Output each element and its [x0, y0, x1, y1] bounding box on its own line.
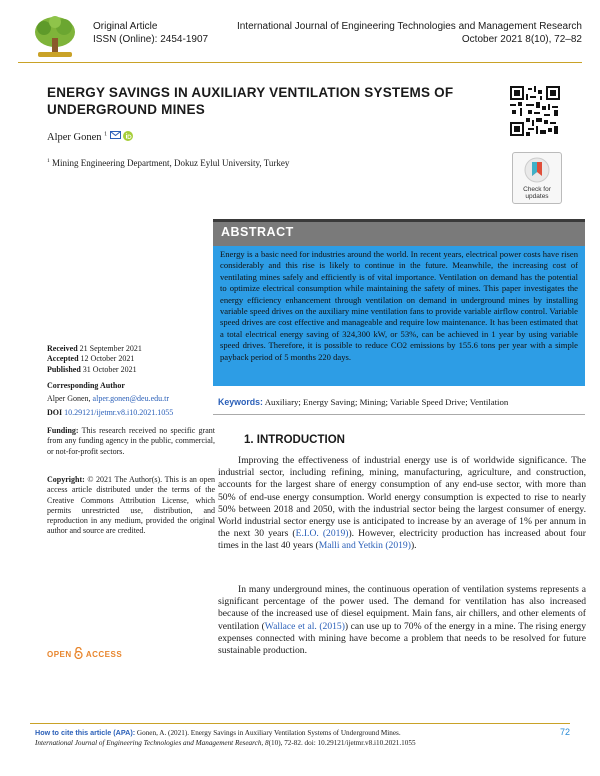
received-label: Received: [47, 344, 78, 353]
journal-name: International Journal of Engineering Technologies and Management Research: [236, 21, 582, 32]
crossmark-label: [513, 186, 561, 200]
crossmark-line1: Check for: [523, 186, 551, 193]
funding-block: [47, 426, 215, 457]
received-line: [47, 344, 215, 354]
cite-text: Gonen, A. (2021). Energy Savings in Auxiliary Ventilation Systems of Underground Mines.: [136, 729, 401, 737]
affiliation-superscript: 1: [47, 158, 50, 164]
affiliation-text: Mining Engineering Department, Dokuz Eylul University, Turkey: [52, 158, 290, 168]
author-superscript: 1: [104, 131, 108, 138]
copyright-label: Copyright:: [47, 475, 85, 484]
intro-p2-text-a: In many underground mines, the continuous operation of ventilation systems represents a significant percentage of the power used. The demand for ventilation has also increased because of the increased use of diesel equipment. Main fans, air chillers, and other elements of ventilation (: [218, 584, 586, 632]
crossmark-line2: updates: [525, 193, 549, 200]
corresponding-email-link[interactable]: alper.gonen@deu.edu.tr: [92, 394, 169, 404]
published-label: Published: [47, 364, 81, 374]
intro-heading: 1. INTRODUCTION: [244, 434, 345, 446]
open-access-access: ACCESS: [85, 650, 123, 659]
citation-malli-yetkin-2019[interactable]: Malli and Yetkin (2019): [318, 540, 411, 552]
header-right: [237, 20, 582, 46]
dates-block: [47, 344, 215, 375]
cite-volume: 8: [265, 738, 269, 747]
header-left: [93, 20, 208, 46]
article-title: ENERGY SAVINGS IN AUXILIARY VENTILATION SYSTEMS OF UNDERGROUND MINES: [47, 85, 454, 117]
keywords-label: Keywords:: [218, 397, 263, 407]
keywords-text: Auxiliary; Energy Saving; Mining; Variable Speed Drive; Ventilation: [264, 397, 509, 407]
intro-p1-text-a: Improving the effectiveness of industrial energy use is of worldwide significance. The industrial sector, including refining, mining, manufacturing, agriculture, and construction, accounts for the largest share of energy consumption of any end-use sector, with more than 50% of end-use energy consumption. World energy consumption is expected to rise to nearly 50% between 2018 and 2050, with the industrial sector being the largest consumer of energy. World industrial sector energy use is anticipated to increase by an average of 1% per annum in the next 30 years (: [218, 455, 586, 540]
intro-p2-text-b: ) can use up to 70% of the energy in a mine. The rising energy expenses connected with mining have become a problem that needs to be resolved for future sustainable production.: [218, 620, 587, 657]
open-access-open: OPEN: [47, 650, 72, 659]
copyright-text: © 2021 The Author(s). This is an open access article distributed under the terms of the Creative Commons Attribution License, which permits unrestricted use, distribution, and reproduction in any medium, provided the original author and source are credited.: [47, 475, 215, 536]
email-icon[interactable]: [110, 131, 121, 139]
citation-footer: [35, 728, 535, 748]
open-lock-icon: [74, 647, 83, 659]
received-date: 21 September 2021: [79, 344, 142, 353]
intro-paragraph-2: [218, 584, 586, 657]
corresponding-block: [47, 381, 215, 418]
qr-code-icon: [510, 86, 560, 136]
accepted-line: [47, 354, 215, 364]
doi-label: DOI: [47, 407, 63, 417]
author-name: Alper Gonen: [47, 132, 102, 143]
published-date: 31 October 2021: [82, 364, 137, 374]
affiliation: [47, 158, 289, 168]
abstract-body: Energy is a basic need for industries around the world. In recent years, electrical power costs have risen considerably and this rise is likely to continue in the future. Meanwhile, the increasing cost of ventilating mines safely and efficiently is of vital importance. Ventilation on demand has the potential to optimize electrical consumption while maintaining the safety of mines. This paper investigates the energy efficiency enhancement through ventilation on demand in underground mines by installing variable speed drives on the auxiliary mine ventilation fans to provide variable airflow control. Variable speed drives are cost effective and manageable and require low maintenance. It has been estimated that a total electrical energy saving of 324,300 kW, or 53%, can be achieved in 1 year by using variable speed drives. Therefore, it is possible to reduce CO2 emissions by 155.6 tons per year with a simple payback period of 5 months 220 days.: [213, 246, 585, 386]
accepted-label: Accepted: [47, 354, 79, 364]
header-rule: [18, 62, 582, 63]
published-line: [47, 365, 215, 375]
funding-text: This research received no specific grant from any funding agency in the public, commercial, or not-for-profit sectors.: [47, 426, 215, 456]
corresponding-name: Alper Gonen,: [47, 394, 91, 404]
issn: ISSN (Online): 2454-1907: [93, 34, 209, 45]
author-line: [47, 131, 133, 143]
cite-rest: (10), 72-82. doi: 10.29121/ijetmr.v8.i10.2021.1055: [268, 738, 416, 747]
keywords-rule: [213, 414, 585, 415]
article-type: Original Article: [93, 21, 158, 32]
intro-p1-text-b: ). However, electricity production has increased about four times in the last 40 years (: [218, 528, 586, 552]
page-number: 72: [559, 727, 570, 737]
issue-info: October 2021 8(10), 72–82: [461, 34, 582, 45]
intro-paragraph-1: [218, 455, 586, 553]
citation-wallace-2015[interactable]: Wallace et al. (2015): [264, 620, 345, 632]
doi-link[interactable]: 10.29121/ijetmr.v8.i10.2021.1055: [64, 407, 174, 417]
keywords: [218, 397, 588, 407]
funding-label: Funding:: [47, 426, 79, 435]
cite-journal: International Journal of Engineering Technologies and Management Research,: [35, 738, 264, 747]
abstract-heading: ABSTRACT: [213, 219, 585, 246]
check-for-updates-badge[interactable]: [512, 152, 562, 204]
journal-logo-tree-icon: [30, 14, 80, 60]
orcid-icon[interactable]: [123, 131, 133, 141]
corresponding-heading: Corresponding Author: [47, 381, 125, 390]
doi-line: [47, 408, 215, 418]
intro-p1-text-c: ).: [410, 540, 417, 552]
citation-eio-2019[interactable]: E.I.O. (2019): [295, 528, 349, 540]
accepted-date: 12 October 2021: [80, 354, 135, 364]
open-access-badge: [47, 647, 122, 659]
copyright-block: [47, 475, 215, 537]
crossmark-icon: [524, 157, 550, 183]
cite-label: How to cite this article (APA):: [35, 728, 136, 737]
footer-rule: [30, 723, 570, 724]
corresponding-line: [47, 394, 215, 404]
